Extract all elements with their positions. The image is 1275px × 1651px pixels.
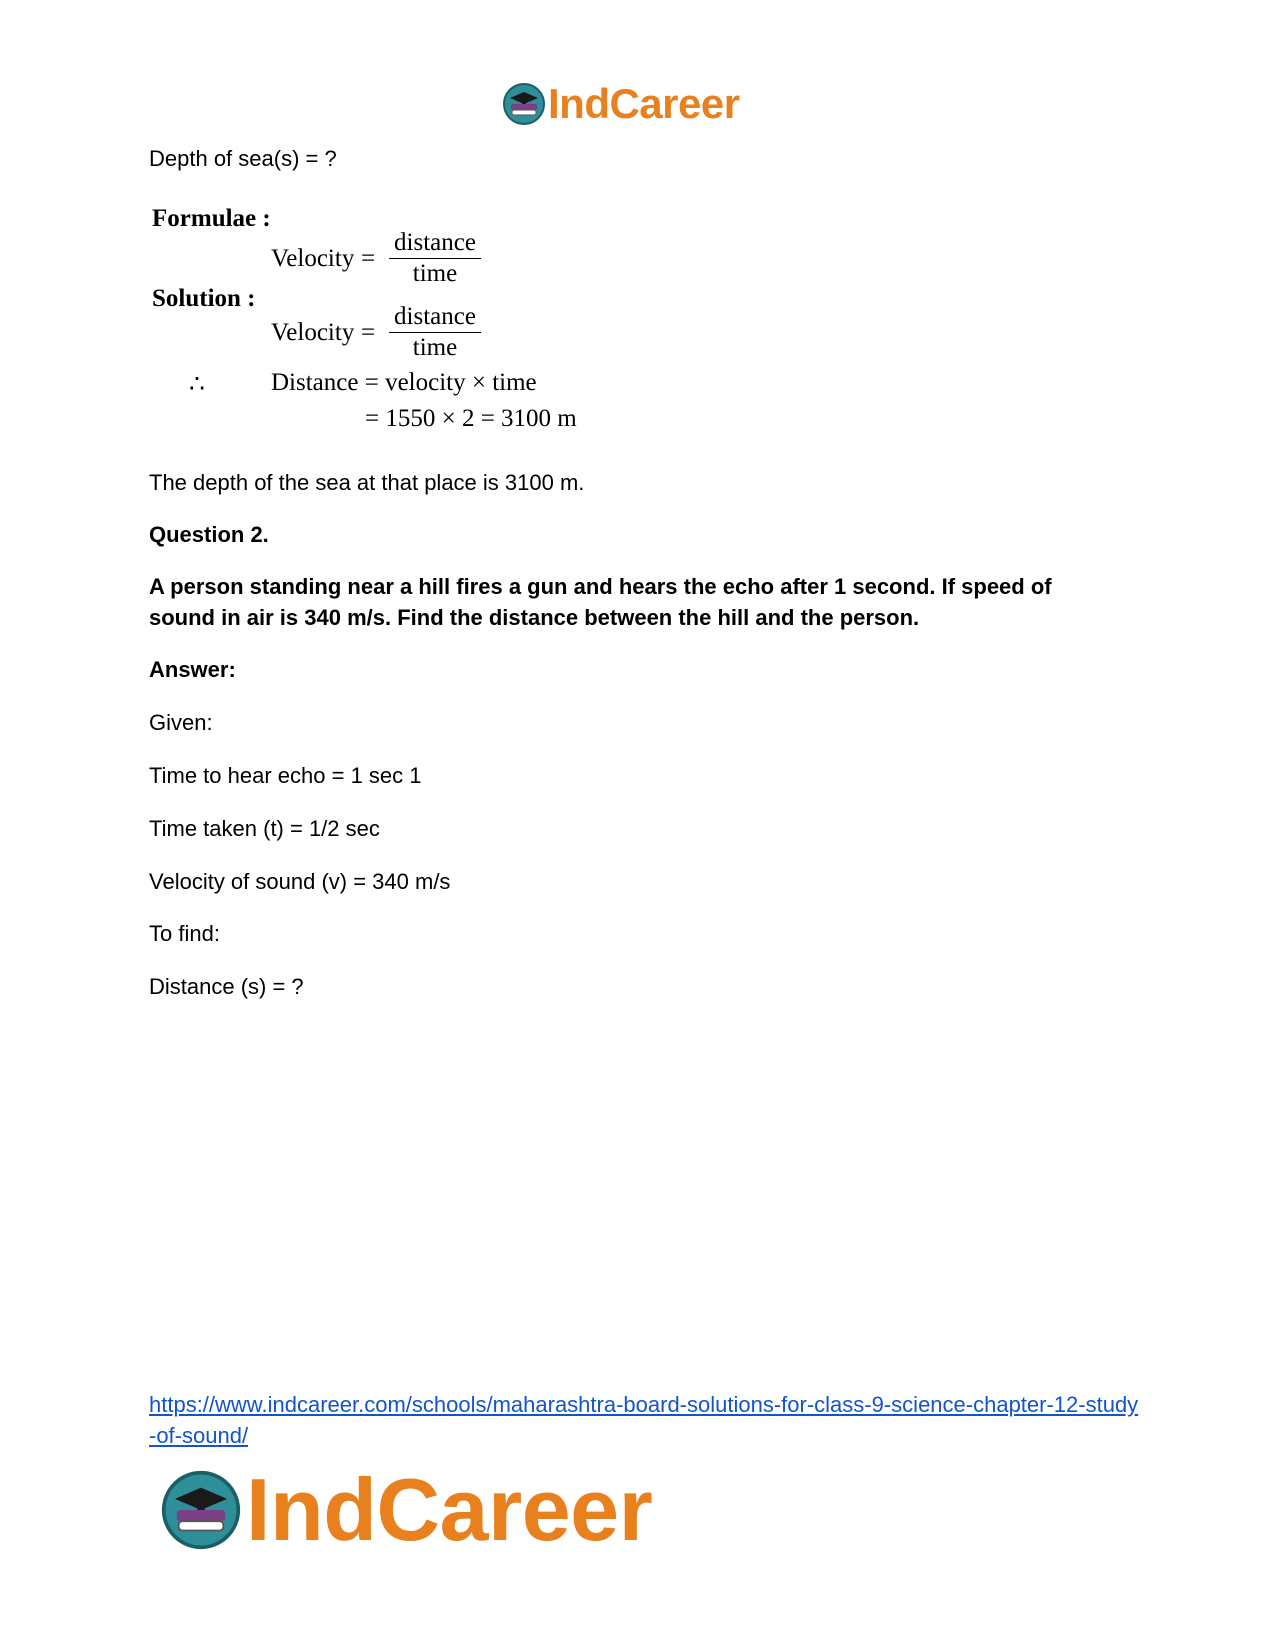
equals-sign-1: = [361, 245, 376, 272]
footer-source-link[interactable]: https://www.indcareer.com/schools/maharashtra-board-solutions-for-class-9-science-chapter-12-study-of-sound/ [149, 1392, 1139, 1448]
velocity-word-1: Velocity [271, 245, 355, 272]
to-find-label: To find: [149, 921, 220, 946]
fraction-1-denominator: time [412, 260, 458, 287]
brand-wordmark: IndCareer [246, 1460, 653, 1559]
formulae-label: Formulae : [152, 205, 271, 232]
formula-image [149, 205, 599, 453]
velocity-word-2: Velocity [271, 319, 355, 346]
given-item: Velocity of sound (v) = 340 m/s [149, 869, 451, 894]
header-logo [502, 80, 740, 128]
fraction-1-numerator: distance [389, 229, 481, 259]
brand-wordmark: IndCareer [548, 80, 740, 127]
fraction-1 [389, 229, 481, 289]
answer-label: Answer: [149, 657, 236, 682]
question-label: Question 2. [149, 522, 269, 547]
given-item: Time to hear echo = 1 sec 1 [149, 763, 422, 788]
depth-line: Depth of sea(s) = ? [149, 146, 337, 171]
fraction-2-numerator: distance [389, 303, 481, 333]
to-find-item: Distance (s) = ? [149, 974, 304, 999]
given-label: Given: [149, 710, 213, 735]
graduation-book-icon [160, 1469, 242, 1551]
depth-answer-line: The depth of the sea at that place is 3100 m. [149, 470, 585, 495]
given-item: Time taken (t) = 1/2 sec [149, 816, 380, 841]
distance-formula-line: Distance = velocity × time [271, 369, 537, 396]
fraction-2 [389, 303, 481, 363]
therefore-symbol: ∴ [189, 371, 205, 398]
question-text: A person standing near a hill fires a gun and hears the echo after 1 second. If speed of sound in air is 340 m/s. Find the distance between the hill and the person. [149, 574, 1052, 630]
result-line: = 1550 × 2 = 3100 m [365, 405, 577, 432]
fraction-2-denominator: time [412, 334, 458, 361]
footer-logo [160, 1460, 653, 1559]
graduation-book-icon [502, 82, 546, 126]
equals-sign-2: = [361, 319, 376, 346]
solution-label: Solution : [152, 285, 256, 312]
